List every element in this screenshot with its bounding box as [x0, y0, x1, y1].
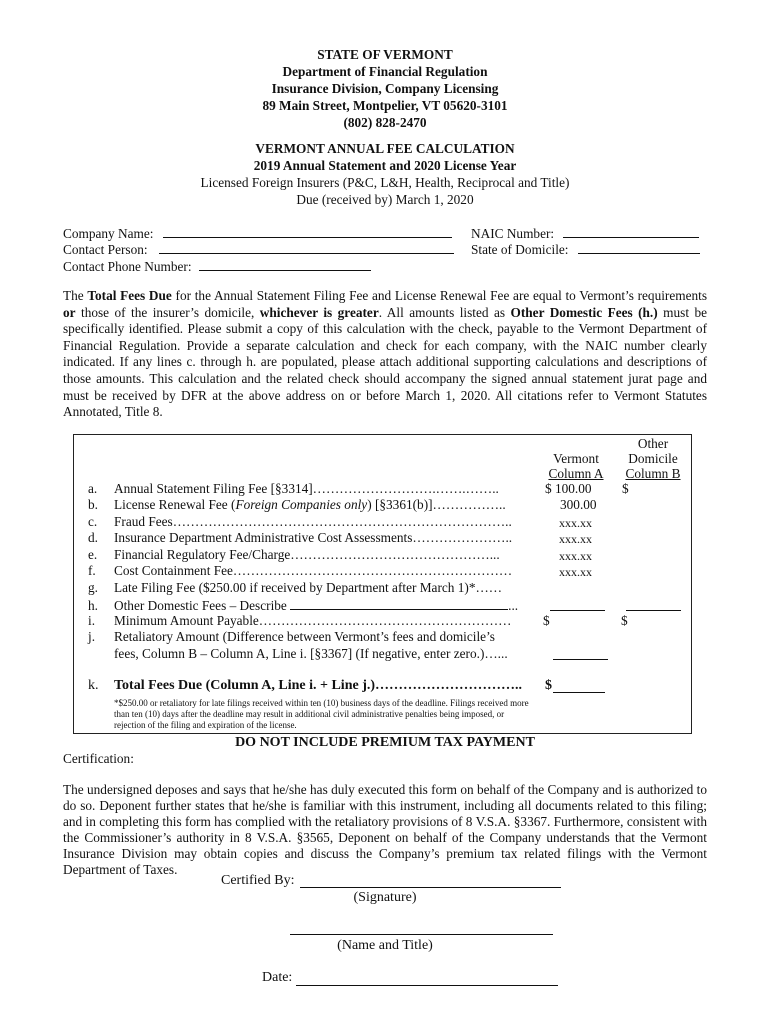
row-label: Other Domestic Fees – Describe [114, 598, 287, 613]
row-label: Retaliatory Amount (Difference between Vermont’s fees and domicile’s [114, 629, 495, 644]
row-label: Insurance Department Administrative Cost Assessments………………….. [114, 530, 513, 545]
state-domicile-field [471, 240, 700, 258]
column-a-header [534, 451, 618, 481]
company-name-input[interactable] [163, 224, 452, 238]
row-h-col-b-input[interactable] [626, 596, 681, 611]
row-letter: b. [88, 497, 98, 512]
fee-row-a [88, 481, 499, 497]
row-c-col-a-value: xxx.xx [559, 516, 592, 530]
row-letter: k. [88, 678, 99, 693]
premium-tax-notice: DO NOT INCLUDE PREMIUM TAX PAYMENT [235, 735, 535, 750]
column-b-header-line1: Other [637, 436, 669, 451]
row-h-col-a-input[interactable] [550, 596, 605, 611]
column-b-header-line2: Domicile [628, 451, 678, 466]
total-fees-label: Total Fees Due (Column A, Line i. + Line j.)………………………….. [114, 678, 523, 693]
fee-row-j [88, 629, 495, 645]
row-letter: e. [88, 547, 98, 562]
row-label: Fraud Fees………………………………………………………………….. [114, 514, 512, 529]
fee-row-i [88, 613, 511, 629]
row-j-col-a-input[interactable] [553, 645, 608, 660]
form-due-date: Due (received by) March 1, 2020 [296, 192, 474, 207]
contact-person-field [63, 240, 454, 258]
header-phone: (802) 828-2470 [343, 115, 427, 130]
naic-number-label: NAIC Number: [471, 226, 555, 241]
intro-bold-3: whichever is greater [259, 304, 379, 320]
intro-text-1: The [63, 288, 88, 303]
fee-row-g [88, 580, 502, 596]
row-i-col-b-value: $ [621, 613, 628, 628]
intro-bold-2: or [63, 304, 76, 320]
header-address: 89 Main Street, Montpelier, VT 05620-3101 [262, 98, 508, 113]
row-label: License Renewal Fee ( [114, 497, 236, 512]
header-department: Department of Financial Regulation [282, 64, 488, 79]
row-label: Annual Statement Filing Fee [§3314]……………………….…….…….. [114, 481, 499, 496]
fee-row-h [88, 596, 518, 614]
signature-caption: (Signature) [353, 890, 417, 905]
date-input[interactable] [296, 969, 558, 986]
late-filing-footnote: *$250.00 or retaliatory for late filings received within ten (10) business days of the deadline. Filings received more than ten (10) days after the deadline may result in additional civil administrative penalties being imposed, or rejection of the filing and expiration of the license. [114, 698, 529, 730]
row-letter: c. [88, 514, 98, 529]
state-domicile-input[interactable] [578, 240, 700, 254]
form-subtitle: 2019 Annual Statement and 2020 License Year [253, 158, 517, 173]
row-letter: g. [88, 580, 98, 595]
form-scope: Licensed Foreign Insurers (P&C, L&H, Health, Reciprocal and Title) [200, 175, 570, 190]
intro-text-5: must be specifically identified. Please submit a copy of this calculation with the check, payable to the Vermont Department of Financial Regulation. Provide a separate calculation and check for each company, with the NAIC number clearly indicated. If any lines c. through h. are populated, please attach additional supporting calculations and descriptions of those amounts. This calculation and the related check should accompany the signed annual statement jurat page and must be received by DFR at the above address on or before March 1, 2020. All citations refer to Vermont Statutes Annotated, Title 8. [63, 304, 708, 420]
fee-row-j-cont [88, 646, 508, 662]
row-letter: h. [88, 598, 98, 613]
row-letter: a. [88, 481, 98, 496]
row-d-col-a-value: xxx.xx [559, 532, 592, 546]
row-label-suffix: ) [§3361(b)]…………….. [367, 497, 506, 512]
intro-bold-1: Total Fees Due [87, 288, 172, 303]
intro-text-4: . All amounts listed as [378, 304, 511, 320]
column-a-header-line1: Vermont [553, 451, 599, 466]
row-a-col-b-value: $ [622, 481, 629, 496]
header-state: STATE OF VERMONT [317, 47, 453, 62]
contact-person-input[interactable] [159, 240, 454, 254]
contact-phone-label: Contact Phone Number: [63, 259, 192, 274]
form-title: VERMONT ANNUAL FEE CALCULATION [255, 141, 515, 156]
contact-phone-input[interactable] [199, 257, 371, 271]
row-f-col-a-value: xxx.xx [559, 565, 592, 579]
row-a-col-a-value: $ 100.00 [545, 481, 592, 496]
naic-number-input[interactable] [563, 224, 699, 238]
intro-bold-4: Other Domestic Fees (h.) [510, 304, 658, 320]
column-a-header-line2: Column A [548, 466, 604, 481]
column-b-header [612, 436, 694, 481]
row-label: Financial Regulatory Fee/Charge………………………………………... [114, 547, 500, 562]
row-i-col-a-value: $ [543, 613, 550, 628]
row-label: Cost Containment Fee……………………………………………………… [114, 563, 513, 578]
row-letter: j. [88, 629, 96, 644]
signature-input[interactable] [300, 871, 561, 888]
form-title-block [0, 140, 770, 208]
total-fees-input[interactable] [553, 678, 605, 693]
row-letter: f. [88, 563, 96, 578]
intro-text-3: those of the insurer’s domicile, [75, 304, 260, 320]
certified-by-label: Certified By: [221, 873, 295, 888]
row-label: fees, Column B – Column A, Line i. [§3367] (If negative, enter zero.)…... [114, 646, 508, 661]
row-letter: i. [88, 613, 96, 628]
row-label: Minimum Amount Payable………………………………………………… [114, 613, 512, 628]
contact-person-label: Contact Person: [63, 242, 148, 257]
state-domicile-label: State of Domicile: [471, 242, 569, 257]
agency-header [0, 46, 770, 131]
name-title-input[interactable] [290, 918, 553, 935]
row-label-italic: Foreign Companies only [235, 497, 368, 512]
column-b-header-line3: Column B [625, 466, 681, 481]
fee-row-f [88, 563, 512, 579]
fee-row-b [88, 497, 506, 513]
fee-row-c [88, 514, 512, 530]
intro-text-2: for the Annual Statement Filing Fee and License Renewal Fee are equal to Vermont’s requirements [171, 288, 708, 303]
date-label: Date: [262, 970, 293, 985]
fee-row-d [88, 530, 512, 546]
row-k-col-a-value: $ [545, 678, 552, 693]
certification-paragraph: The undersigned deposes and says that he/she has duly executed this form on behalf of the Company and is authorized to do so. Deponent further states that he/she is familiar with this instrument, including all documents related to this filing; and in completing this form has complied with the retaliatory provisions of 8 V.S.A. §3367. Furthermore, consistent with the Commissioner’s authority in 8 V.S.A. §3565, Deponent on behalf of the Company understands that the Vermont Insurance Division may obtain copies and discuss the Company’s premium tax related filings with the Vermont Department of Taxes. [63, 782, 707, 877]
row-e-col-a-value: xxx.xx [559, 549, 592, 563]
row-letter: d. [88, 530, 98, 545]
instructions-paragraph [63, 288, 707, 421]
fee-row-e [88, 547, 500, 563]
row-b-col-a-value: 300.00 [560, 497, 597, 512]
row-label: Late Filing Fee ($250.00 if received by Department after March 1)*…… [114, 580, 503, 595]
company-name-label: Company Name: [63, 226, 154, 241]
other-fees-describe-input[interactable] [290, 596, 508, 610]
contact-phone-field [63, 257, 371, 275]
row-label-suffix: ... [508, 598, 519, 613]
fee-row-k-total [88, 678, 522, 694]
certification-label: Certification: [63, 751, 134, 766]
name-title-caption: (Name and Title) [337, 938, 433, 953]
header-division: Insurance Division, Company Licensing [271, 81, 499, 96]
